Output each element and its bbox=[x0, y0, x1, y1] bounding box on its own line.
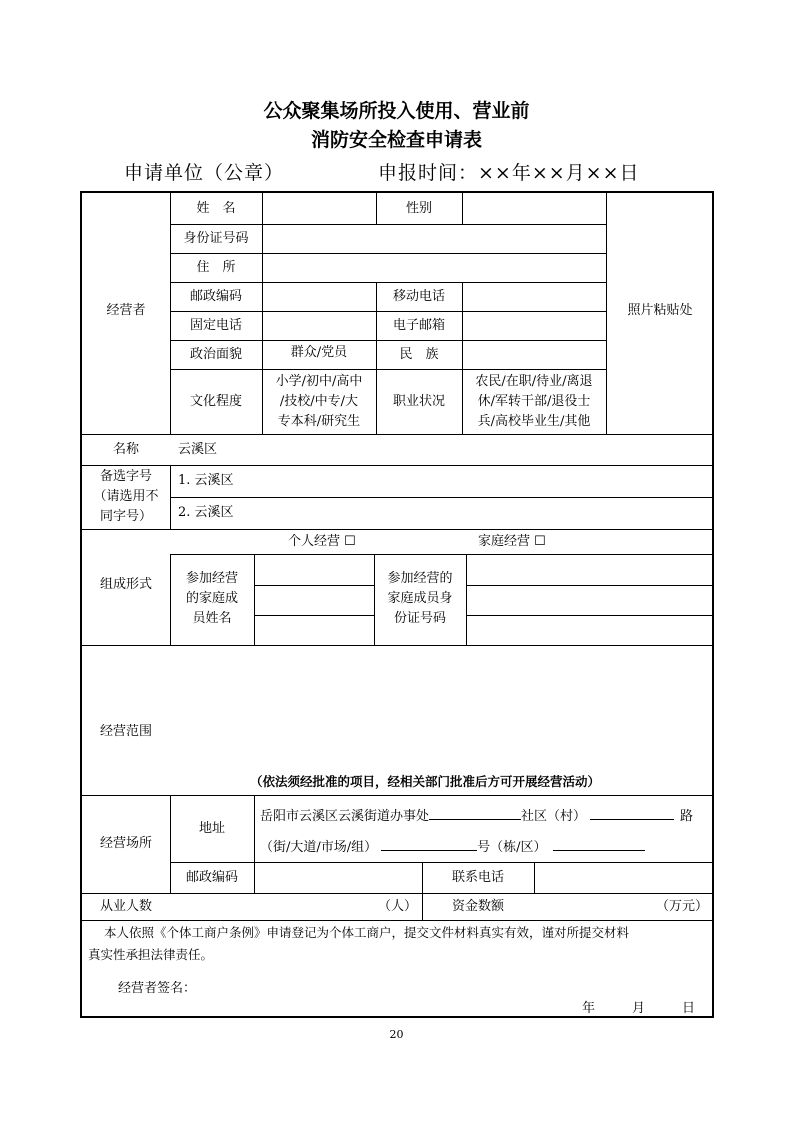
capital-label: 资金数额 bbox=[451, 899, 504, 914]
declaration-line-1: 本人依照《个体工商户条例》申请登记为个体工商户，提交文件材料真实有效，谨对所提交材料 bbox=[104, 925, 630, 940]
premises-label: 经营场所 bbox=[99, 836, 152, 851]
job-status-options: 农民/在职/待业/离退 休/军转干部/退役士 兵/高校毕业生/其他 bbox=[475, 374, 593, 429]
education-label: 文化程度 bbox=[189, 394, 242, 409]
individual-option[interactable]: 个人经营 ☐ bbox=[288, 534, 356, 549]
political-status-value: 群众/党员 bbox=[290, 345, 348, 360]
business-name-value: 云溪区 bbox=[178, 442, 218, 457]
photo-placeholder: 照片粘贴处 bbox=[627, 303, 693, 318]
name-label: 姓 名 bbox=[196, 201, 236, 216]
political-status-label: 政治面貌 bbox=[189, 347, 242, 362]
residence-label: 住 所 bbox=[196, 260, 236, 275]
family-option[interactable]: 家庭经营 ☐ bbox=[478, 534, 546, 549]
sign-day: 日 bbox=[682, 1001, 696, 1016]
address-line-2: （街/大道/市场/组） 号（栋/区） bbox=[260, 836, 645, 858]
ethnicity-label: 民 族 bbox=[399, 347, 439, 362]
capital-unit: （万元） bbox=[656, 899, 709, 914]
business-name-label: 名称 bbox=[112, 442, 139, 457]
page-number: 20 bbox=[389, 1028, 404, 1041]
operator-section-label: 经营者 bbox=[106, 303, 146, 318]
education-options: 小学/初中/高中 /技校/中专/大 专本科/研究生 bbox=[275, 374, 363, 429]
sign-year: 年 bbox=[582, 1001, 596, 1016]
alt-name-1: 1. 云溪区 bbox=[178, 473, 234, 488]
sign-month: 月 bbox=[632, 1001, 646, 1016]
staff-count-label: 从业人数 bbox=[99, 899, 152, 914]
applicant-unit: 申请单位（公章） bbox=[124, 162, 285, 184]
alt-names-label: 备选字号 （请选用不 同字号） bbox=[93, 469, 159, 524]
job-status-label: 职业状况 bbox=[392, 394, 445, 409]
contact-phone-label: 联系电话 bbox=[451, 870, 504, 885]
scope-note: （依法须经批准的项目，经相关部门批准后方可开展经营活动） bbox=[250, 774, 601, 789]
application-table bbox=[80, 191, 714, 1018]
premises-postcode-label: 邮政编码 bbox=[185, 870, 238, 885]
family-member-names-label: 参加经营 的家庭成 员姓名 bbox=[185, 571, 238, 626]
composition-label: 组成形式 bbox=[99, 577, 152, 592]
id-number-label: 身份证号码 bbox=[183, 231, 249, 246]
address-line-1: 岳阳市云溪区云溪街道办事处 社区（村） 路 bbox=[260, 805, 693, 827]
report-date: 申报时间：××年××月××日 bbox=[378, 162, 640, 184]
business-scope-label: 经营范围 bbox=[99, 724, 152, 739]
mobile-label: 移动电话 bbox=[392, 289, 445, 304]
staff-unit: （人） bbox=[378, 899, 418, 914]
postcode-label: 邮政编码 bbox=[189, 289, 242, 304]
declaration-line-2: 真实性承担法律责任。 bbox=[88, 947, 214, 962]
email-label: 电子邮箱 bbox=[392, 318, 445, 333]
family-member-ids-label: 参加经营的 家庭成员身 份证号码 bbox=[387, 571, 453, 626]
form-title-line1: 公众聚集场所投入使用、营业前 bbox=[263, 100, 530, 122]
landline-label: 固定电话 bbox=[189, 318, 242, 333]
form-title-line2: 消防安全检查申请表 bbox=[310, 129, 482, 151]
signature-label: 经营者签名： bbox=[118, 981, 197, 996]
gender-label: 性别 bbox=[405, 201, 432, 216]
address-label: 地址 bbox=[198, 821, 225, 836]
alt-name-2: 2. 云溪区 bbox=[178, 505, 234, 520]
